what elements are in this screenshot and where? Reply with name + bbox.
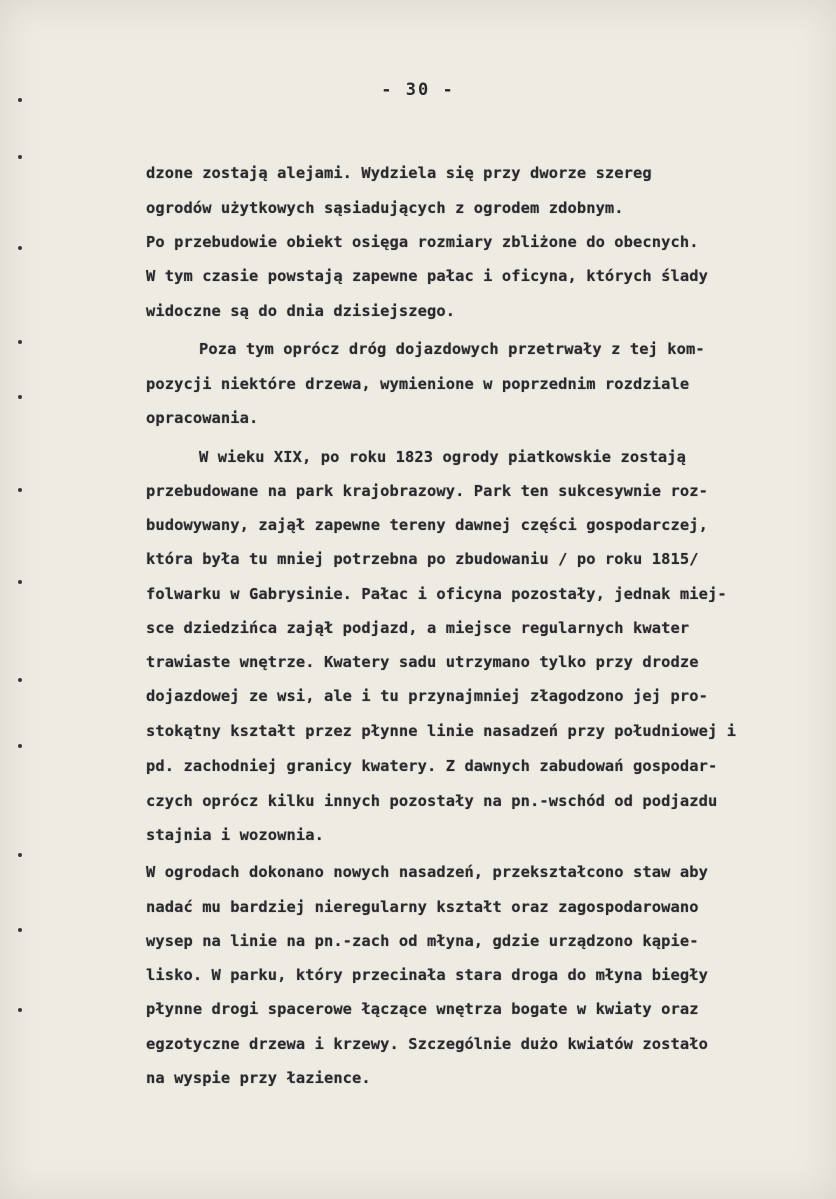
text-line: sce dziedzińca zajął podjazd, a miejsce regularnych kwater <box>146 619 690 637</box>
text-line: ogrodów użytkowych sąsiadujących z ogrodem zdobnym. <box>146 199 624 217</box>
margin-mark <box>18 98 22 102</box>
text-line: pozycji niektóre drzewa, wymienione w poprzednim rozdziale <box>146 375 690 393</box>
text-line: Poza tym oprócz dróg dojazdowych przetrwały z tej kom- <box>199 340 705 358</box>
text-line: dzone zostają alejami. Wydziela się przy dworze szereg <box>146 164 652 182</box>
text-line: W tym czasie powstają zapewne pałac i oficyna, których ślady <box>146 267 708 285</box>
margin-mark <box>18 488 22 492</box>
text-line: trawiaste wnętrze. Kwatery sadu utrzymano tylko przy drodze <box>146 653 699 671</box>
margin-mark <box>18 744 22 748</box>
margin-mark <box>18 678 22 682</box>
text-line: W ogrodach dokonano nowych nasadzeń, przekształcono staw aby <box>146 863 708 881</box>
margin-mark <box>18 853 22 857</box>
text-line: wysep na linie na pn.-zach od młyna, gdzie urządzono kąpie- <box>146 932 699 950</box>
text-line: czych oprócz kilku innych pozostały na pn.-wschód od podjazdu <box>146 792 718 810</box>
text-line: pd. zachodniej granicy kwatery. Z dawnych zabudowań gospodar- <box>146 757 718 775</box>
text-line: przebudowane na park krajobrazowy. Park ten sukcesywnie roz- <box>146 482 708 500</box>
margin-mark <box>18 580 22 584</box>
margin-mark <box>18 246 22 250</box>
text-line: egzotyczne drzewa i krzewy. Szczególnie dużo kwiatów zostało <box>146 1035 708 1053</box>
margin-mark <box>18 395 22 399</box>
text-line: która była tu mniej potrzebna po zbudowaniu / po roku 1815/ <box>146 550 699 568</box>
text-line: lisko. W parku, który przecinała stara droga do młyna biegły <box>146 966 708 984</box>
text-line: dojazdowej ze wsi, ale i tu przynajmniej złagodzono jej pro- <box>146 687 708 705</box>
text-line: folwarku w Gabrysinie. Pałac i oficyna pozostały, jednak miej- <box>146 585 727 603</box>
text-line: na wyspie przy łazience. <box>146 1069 371 1087</box>
text-line: W wieku XIX, po roku 1823 ogrody piatkowskie zostają <box>199 448 687 466</box>
text-line: nadać mu bardziej nieregularny kształt oraz zagospodarowano <box>146 898 699 916</box>
page-number: - 30 - <box>381 80 455 100</box>
text-line: płynne drogi spacerowe łączące wnętrza bogate w kwiaty oraz <box>146 1000 699 1018</box>
text-line: widoczne są do dnia dzisiejszego. <box>146 302 456 320</box>
margin-mark <box>18 1008 22 1012</box>
text-line: opracowania. <box>146 409 259 427</box>
margin-mark <box>18 155 22 159</box>
margin-mark <box>18 928 22 932</box>
text-line: stajnia i wozownia. <box>146 826 324 844</box>
text-line: stokątny kształt przez płynne linie nasadzeń przy południowej i <box>146 722 737 740</box>
margin-mark <box>18 340 22 344</box>
text-line: budowywany, zajął zapewne tereny dawnej części gospodarczej, <box>146 516 708 534</box>
text-line: Po przebudowie obiekt osięga rozmiary zbliżone do obecnych. <box>146 233 699 251</box>
